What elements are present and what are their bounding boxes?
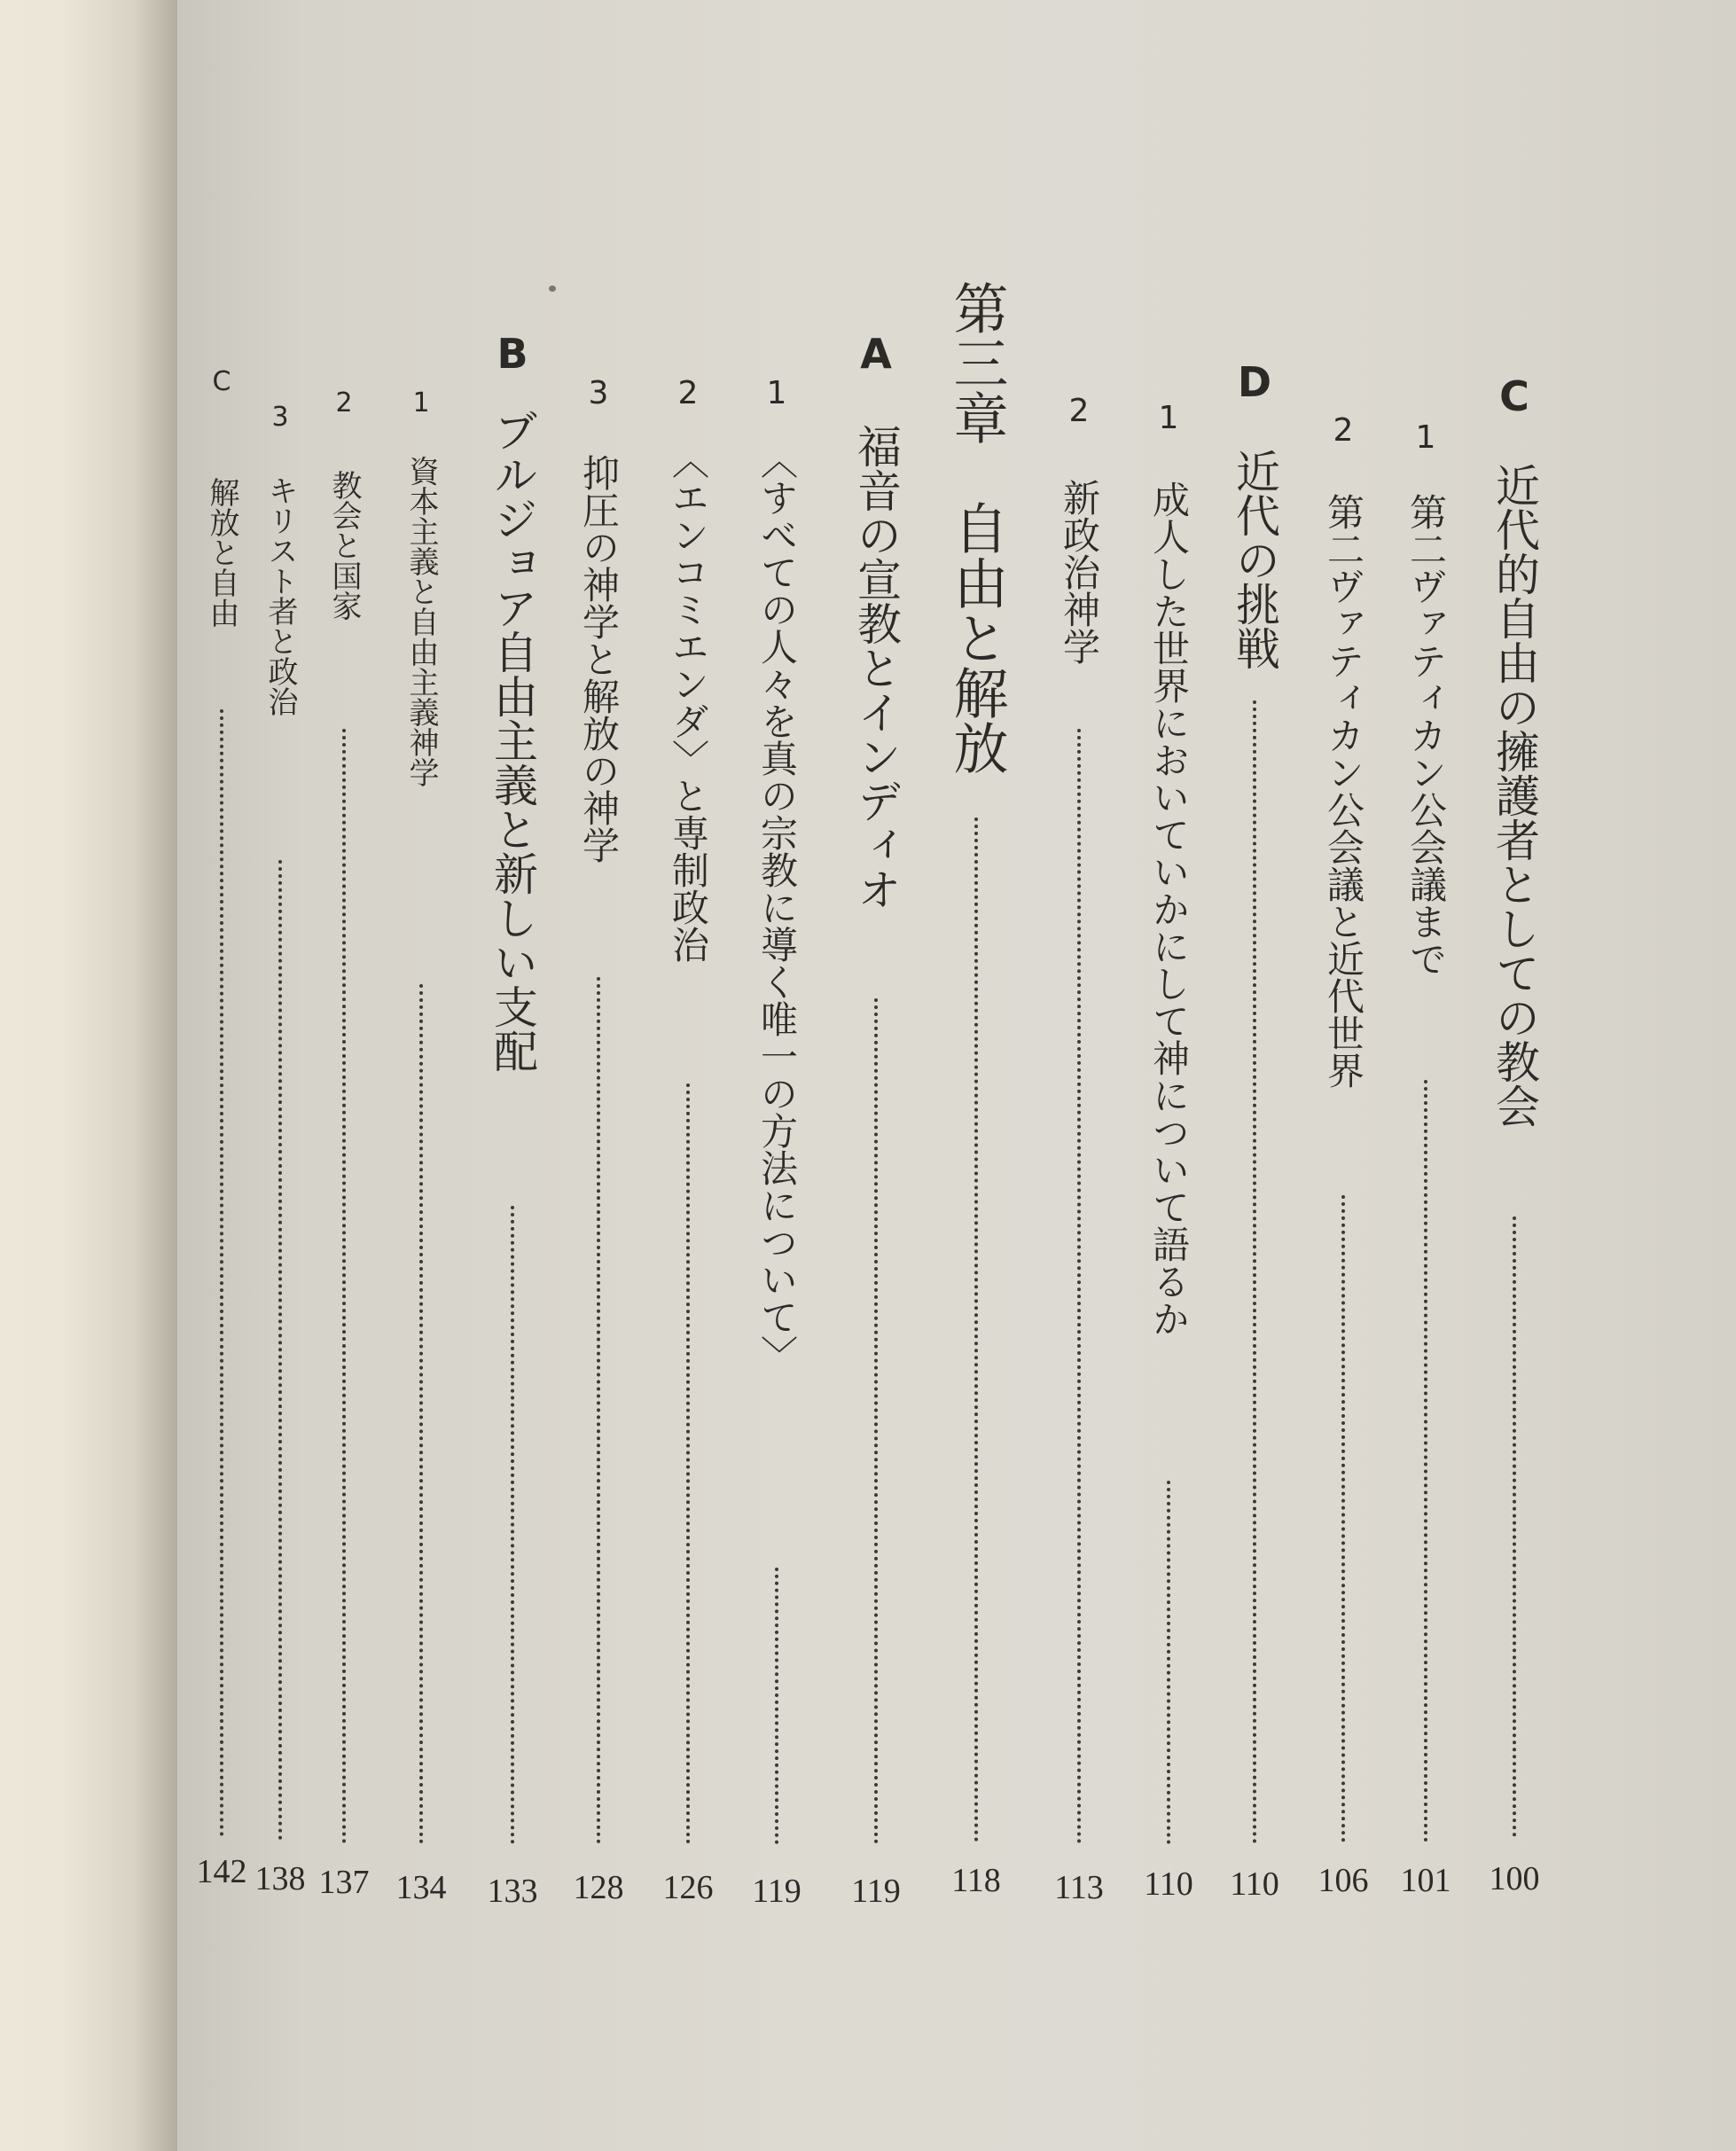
- entry-page-number: 119: [851, 1873, 901, 1910]
- toc-entry-subsection: [1052, 0, 1106, 2151]
- entry-marker: 1: [766, 375, 787, 411]
- toc-entry-subsection: [1142, 0, 1195, 2151]
- entry-page-number: 128: [573, 1869, 624, 1906]
- entry-title: 第二ヴァティカン公会議と近代世界: [1322, 493, 1365, 1089]
- entry-title: 抑圧の神学と解放の神学: [577, 454, 621, 864]
- entry-marker: 1: [412, 387, 430, 418]
- entry-title: 第二ヴァティカン公会議まで: [1404, 493, 1448, 977]
- entry-page-number: 138: [254, 1860, 306, 1897]
- toc-entry-subsection: [750, 0, 803, 2151]
- entry-title: ブルジョア自由主義と新しい支配: [487, 408, 538, 1073]
- toc-entry-subsection: [317, 0, 371, 2151]
- entry-page-number: 110: [1230, 1866, 1279, 1903]
- entry-marker: A: [860, 330, 892, 378]
- entry-marker: 2: [1068, 393, 1090, 429]
- chapter-title: 第三章 自由と解放: [944, 280, 1009, 775]
- dot-leader: [775, 1568, 778, 1844]
- entry-title: 新政治神学: [1058, 479, 1101, 665]
- entry-title: 福音の宣教とインディオ: [850, 424, 902, 911]
- entry-page-number: 106: [1318, 1862, 1369, 1899]
- toc-entry-subsection: [1317, 0, 1370, 2151]
- entry-marker: 1: [1158, 400, 1179, 436]
- entry-marker: 3: [588, 375, 609, 411]
- entry-marker: 2: [677, 375, 699, 411]
- toc-entry-chapter-3: [943, 0, 1009, 2151]
- entry-page-number: 134: [395, 1869, 447, 1906]
- entry-title: 成人した世界においていかにして神について語るか: [1147, 481, 1191, 1337]
- entry-title: キリスト者と政治: [262, 475, 298, 716]
- entry-page-number: 113: [1054, 1869, 1104, 1906]
- toc-entry-section-d: [1228, 0, 1281, 2151]
- entry-title: 近代の挑戦: [1229, 449, 1280, 670]
- dot-leader: [342, 729, 346, 1844]
- entry-marker: D: [1237, 358, 1272, 406]
- entry-page-number: 119: [752, 1873, 802, 1910]
- dot-leader: [597, 977, 600, 1844]
- toc-entry-subsection: [1399, 0, 1452, 2151]
- dot-leader: [974, 817, 978, 1842]
- toc-entry-subsection: [661, 0, 715, 2151]
- toc-entry-subsection: [195, 0, 248, 2151]
- entry-page-number: 101: [1400, 1862, 1451, 1899]
- entry-page-number: 142: [196, 1853, 247, 1890]
- entry-page-number: 118: [951, 1862, 1001, 1899]
- entry-page-number: 126: [662, 1869, 714, 1906]
- toc-entry-section-c: [1488, 0, 1541, 2151]
- dot-leader: [278, 860, 282, 1841]
- toc-entry-section-a: [849, 0, 903, 2151]
- entry-marker: 2: [1333, 412, 1354, 449]
- dot-leader: [1077, 729, 1081, 1844]
- dot-leader: [511, 1206, 514, 1844]
- entry-page-number: 137: [318, 1864, 370, 1901]
- dot-leader: [1424, 1080, 1427, 1842]
- dot-leader: [419, 984, 423, 1844]
- toc-entry-subsection: [395, 0, 448, 2151]
- entry-title: 教会と国家: [326, 470, 362, 621]
- dot-leader: [686, 1083, 690, 1844]
- dot-leader: [1341, 1195, 1345, 1842]
- entry-page-number: 133: [487, 1873, 538, 1910]
- toc-entry-subsection: [254, 0, 307, 2151]
- entry-title: 近代的自由の擁護者としての教会: [1489, 463, 1540, 1128]
- entry-marker: C: [1499, 372, 1529, 420]
- entry-marker: C: [212, 366, 231, 397]
- entry-title: 資本主義と自由主義神学: [403, 456, 439, 787]
- dot-leader: [1513, 1216, 1516, 1837]
- entry-page-number: 100: [1489, 1860, 1540, 1897]
- entry-marker: 1: [1415, 419, 1436, 456]
- entry-title: 解放と自由: [204, 477, 239, 628]
- toc-entry-subsection: [572, 0, 625, 2151]
- entry-marker: 3: [271, 402, 289, 433]
- entry-marker: B: [497, 330, 528, 378]
- entry-title: 〈エンコミエンダ〉と専制政治: [667, 442, 710, 963]
- entry-marker: 2: [335, 387, 353, 418]
- dot-leader: [220, 709, 223, 1837]
- dot-leader: [1167, 1481, 1170, 1844]
- entry-title: 〈すべての人々を真の宗教に導く唯一の方法について〉: [755, 442, 799, 1373]
- toc-entry-section-b: [486, 0, 539, 2151]
- entry-page-number: 110: [1144, 1866, 1193, 1903]
- dot-leader: [874, 998, 878, 1844]
- dot-leader: [1253, 700, 1256, 1844]
